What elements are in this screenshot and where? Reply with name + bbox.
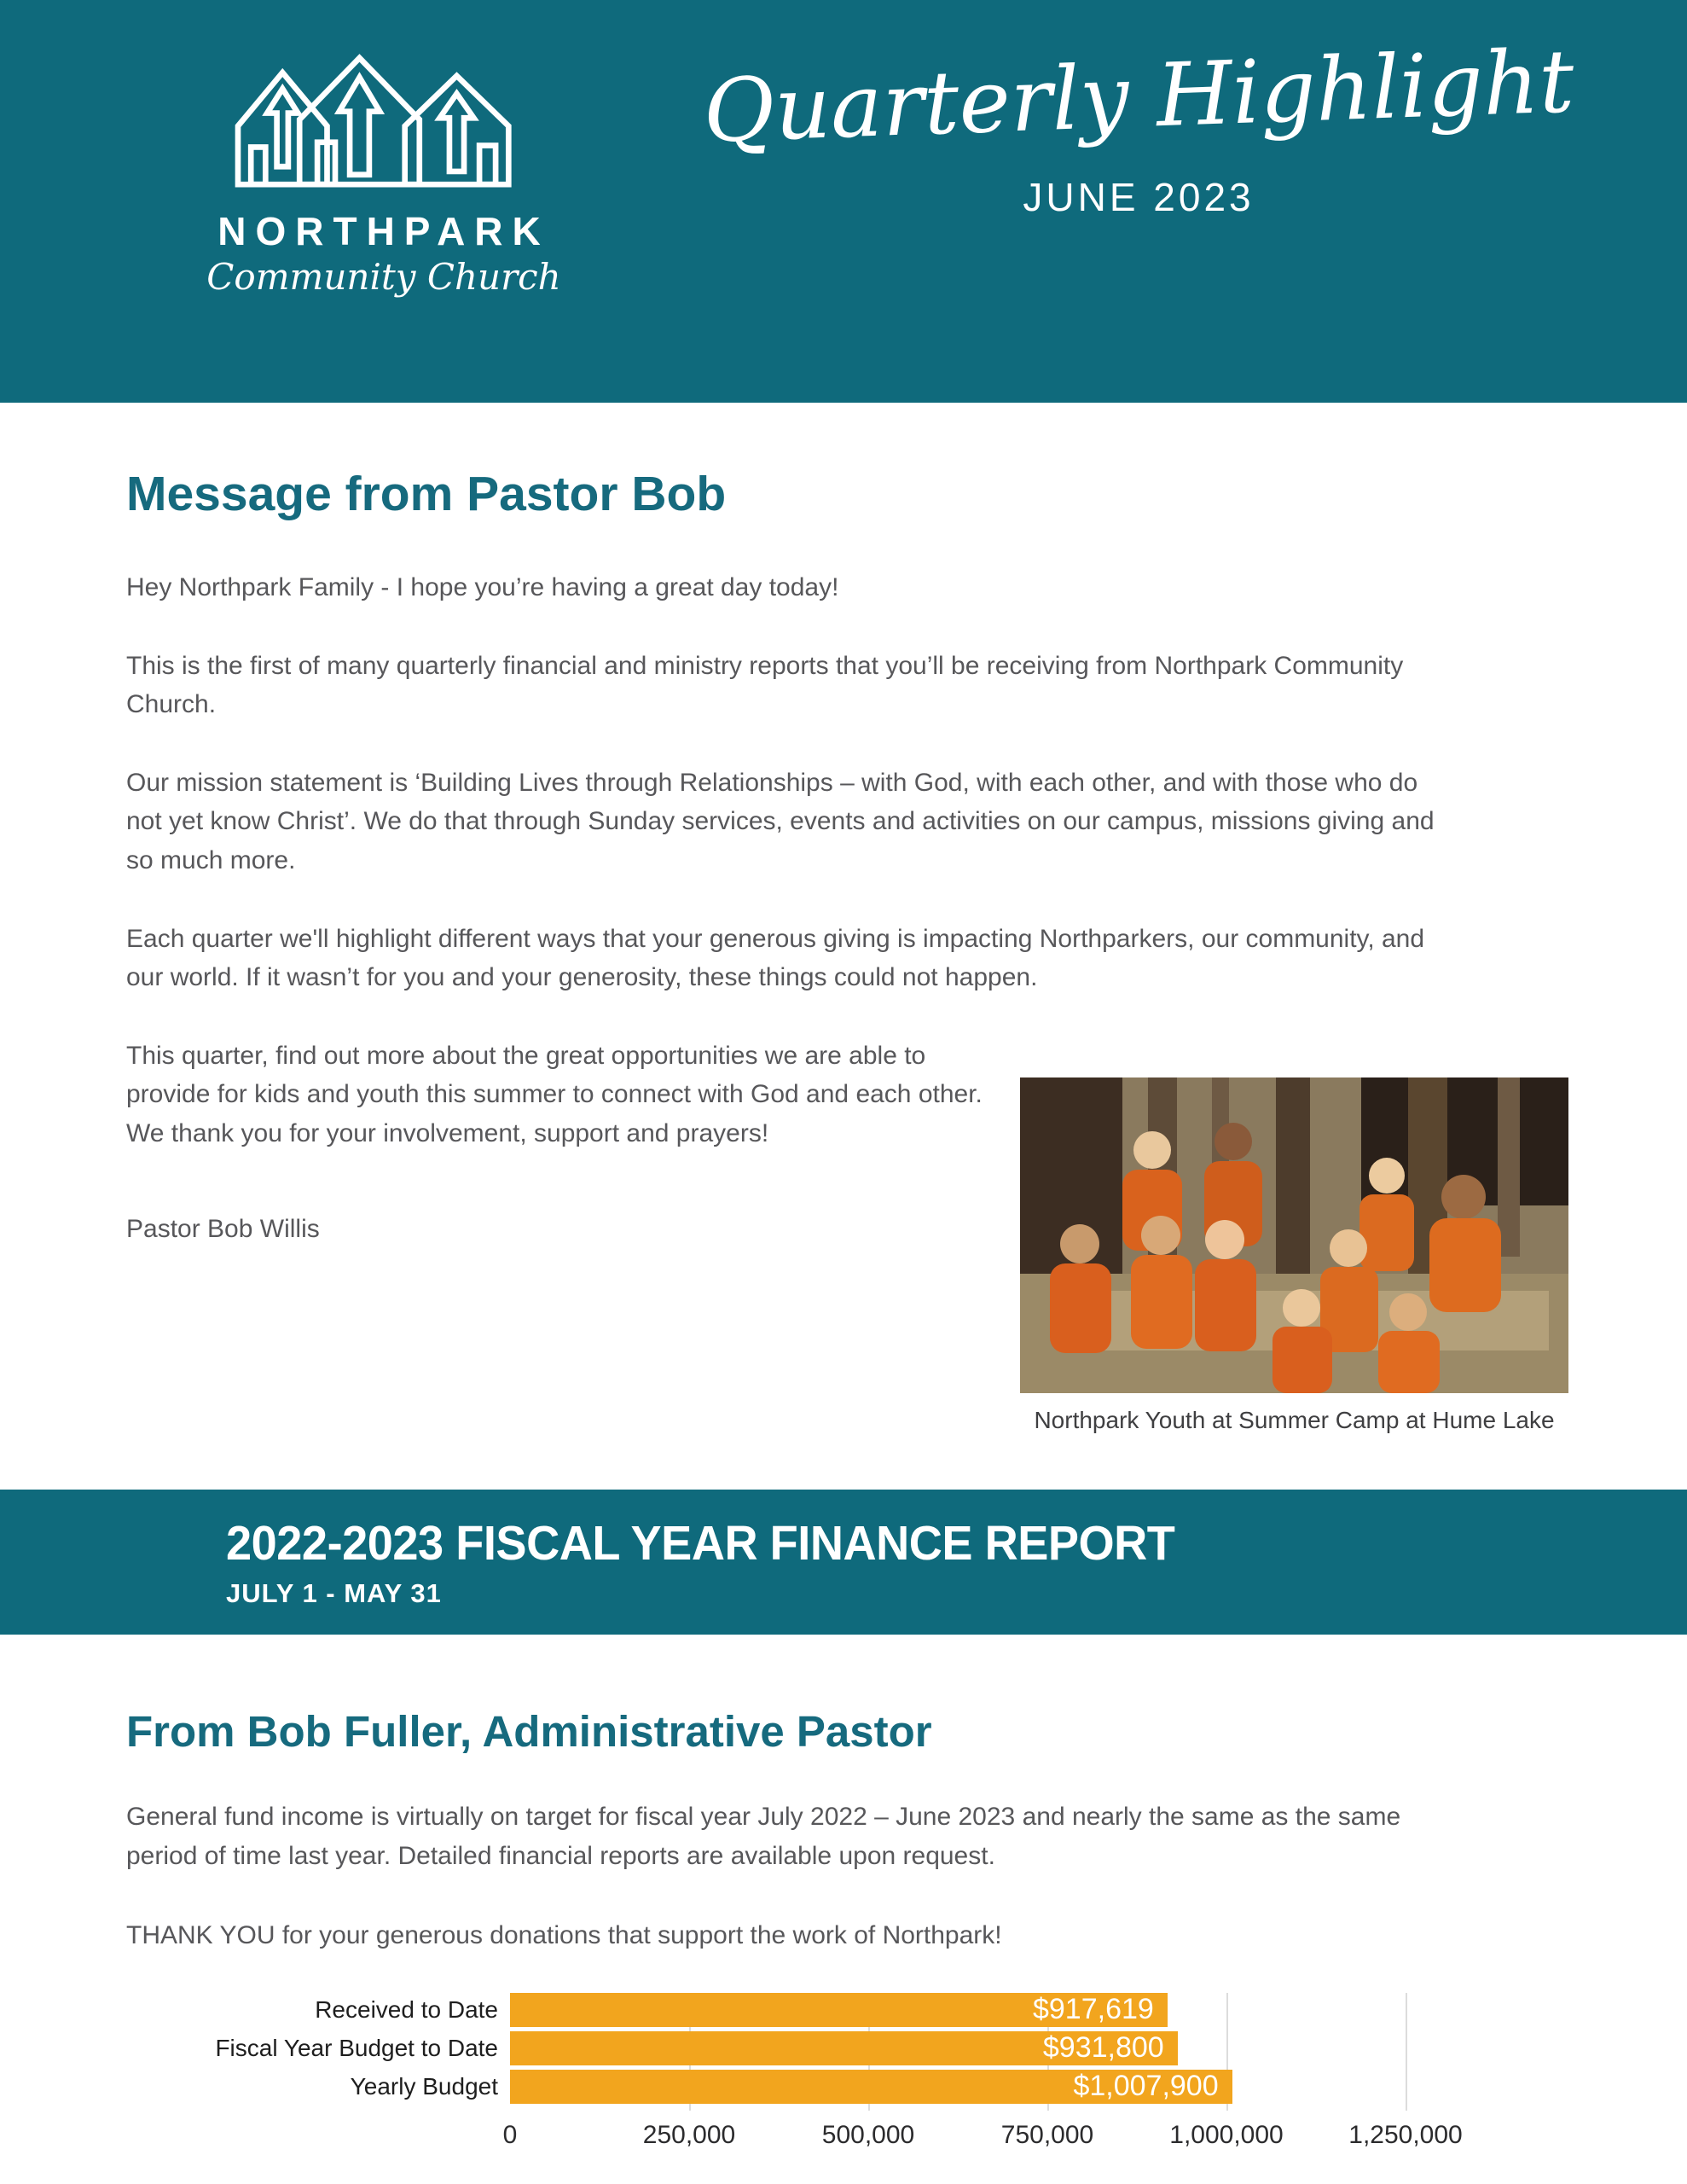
x-tick-label: 1,250,000 (1348, 2120, 1463, 2149)
finance-banner-title: 2022-2023 FISCAL YEAR FINANCE REPORT (226, 1516, 1175, 1571)
x-tick-label: 0 (502, 2120, 518, 2149)
issue-date: JUNE 2023 (1023, 175, 1255, 220)
newsletter-title: Quarterly Highlight (701, 31, 1576, 163)
photo-caption: Northpark Youth at Summer Camp at Hume Lake (1034, 1407, 1555, 1433)
chart-category-label: Received to Date (315, 1995, 498, 2023)
finance-report-banner (0, 1490, 1687, 1635)
issue-block (648, 31, 1629, 220)
chart-bar-track (510, 2031, 1406, 2065)
chart-row (126, 2031, 1406, 2065)
x-tick-label: 500,000 (821, 2120, 915, 2149)
houses-logo-icon (222, 44, 546, 200)
finance-banner-subtitle: JULY 1 - MAY 31 (226, 1578, 442, 1608)
chart-bar-track (510, 2070, 1406, 2104)
chart-bar-value: $1,007,900 (1073, 2070, 1219, 2103)
signature: Pastor Bob Willis (126, 1214, 320, 1243)
photo-figure (1020, 1077, 1568, 1434)
finance-heading: From Bob Fuller, Administrative Pastor (126, 1707, 932, 1756)
chart-bar-value: $917,619 (1032, 1993, 1154, 2026)
message-paragraph: This quarter, find out more about the great opportunities we are able to provide for kids and youth this summer to connect with God and each other. We thank you for your involvement, support and prayers! (126, 1041, 983, 1147)
org-subtitle: Community Church (206, 256, 561, 298)
chart-bar (510, 2031, 1178, 2065)
x-tick-label: 250,000 (642, 2120, 736, 2149)
chart-x-axis (502, 2104, 1463, 2155)
message-paragraph: This is the first of many quarterly financial and ministry reports that you’ll be receiving from Northpark Community Church. (126, 651, 1404, 719)
x-tick-label: 750,000 (1000, 2120, 1094, 2149)
chart-category-label: Fiscal Year Budget to Date (215, 2034, 498, 2061)
header-banner (0, 0, 1687, 403)
chart-row (126, 1993, 1406, 2027)
church-logo (128, 44, 640, 298)
message-heading: Message from Pastor Bob (126, 467, 727, 521)
chart-row (126, 2070, 1406, 2104)
chart-bar-value: $931,800 (1042, 2031, 1164, 2065)
finance-paragraph: THANK YOU for your generous donations that support the work of Northpark! (126, 1921, 1002, 1950)
gridline (1406, 1993, 1407, 2111)
chart-bar-track (510, 1993, 1406, 2027)
message-section (0, 403, 1687, 1490)
bar-chart-rows (126, 1993, 1406, 2104)
org-name: NORTHPARK (217, 209, 550, 253)
finance-section (0, 1635, 1687, 2155)
message-paragraph: Our mission statement is ‘Building Lives through Relationships – with God, with each other, and with those who do not yet know Christ’. We do that through Sunday services, events and activities on our campus, missions giving and so much more. (126, 768, 1435, 874)
chart-bar (510, 1993, 1168, 2027)
x-tick-label: 1,000,000 (1169, 2120, 1284, 2149)
message-paragraph: Each quarter we'll highlight different ways that your generous giving is impacting Northparkers, our community, and our world. If it wasn’t for you and your generosity, these things could not happen. (126, 924, 1425, 992)
summer-camp-photo (1020, 1077, 1568, 1393)
finance-bar-chart (126, 1993, 1463, 2155)
chart-bar (510, 2070, 1232, 2104)
chart-category-label: Yearly Budget (350, 2072, 498, 2100)
finance-paragraph: General fund income is virtually on target for fiscal year July 2022 – June 2023 and nearly the same as the same period of time last year. Detailed financial reports are available upon request. (126, 1803, 1401, 1870)
message-paragraph: Hey Northpark Family - I hope you’re having a great day today! (126, 573, 839, 601)
